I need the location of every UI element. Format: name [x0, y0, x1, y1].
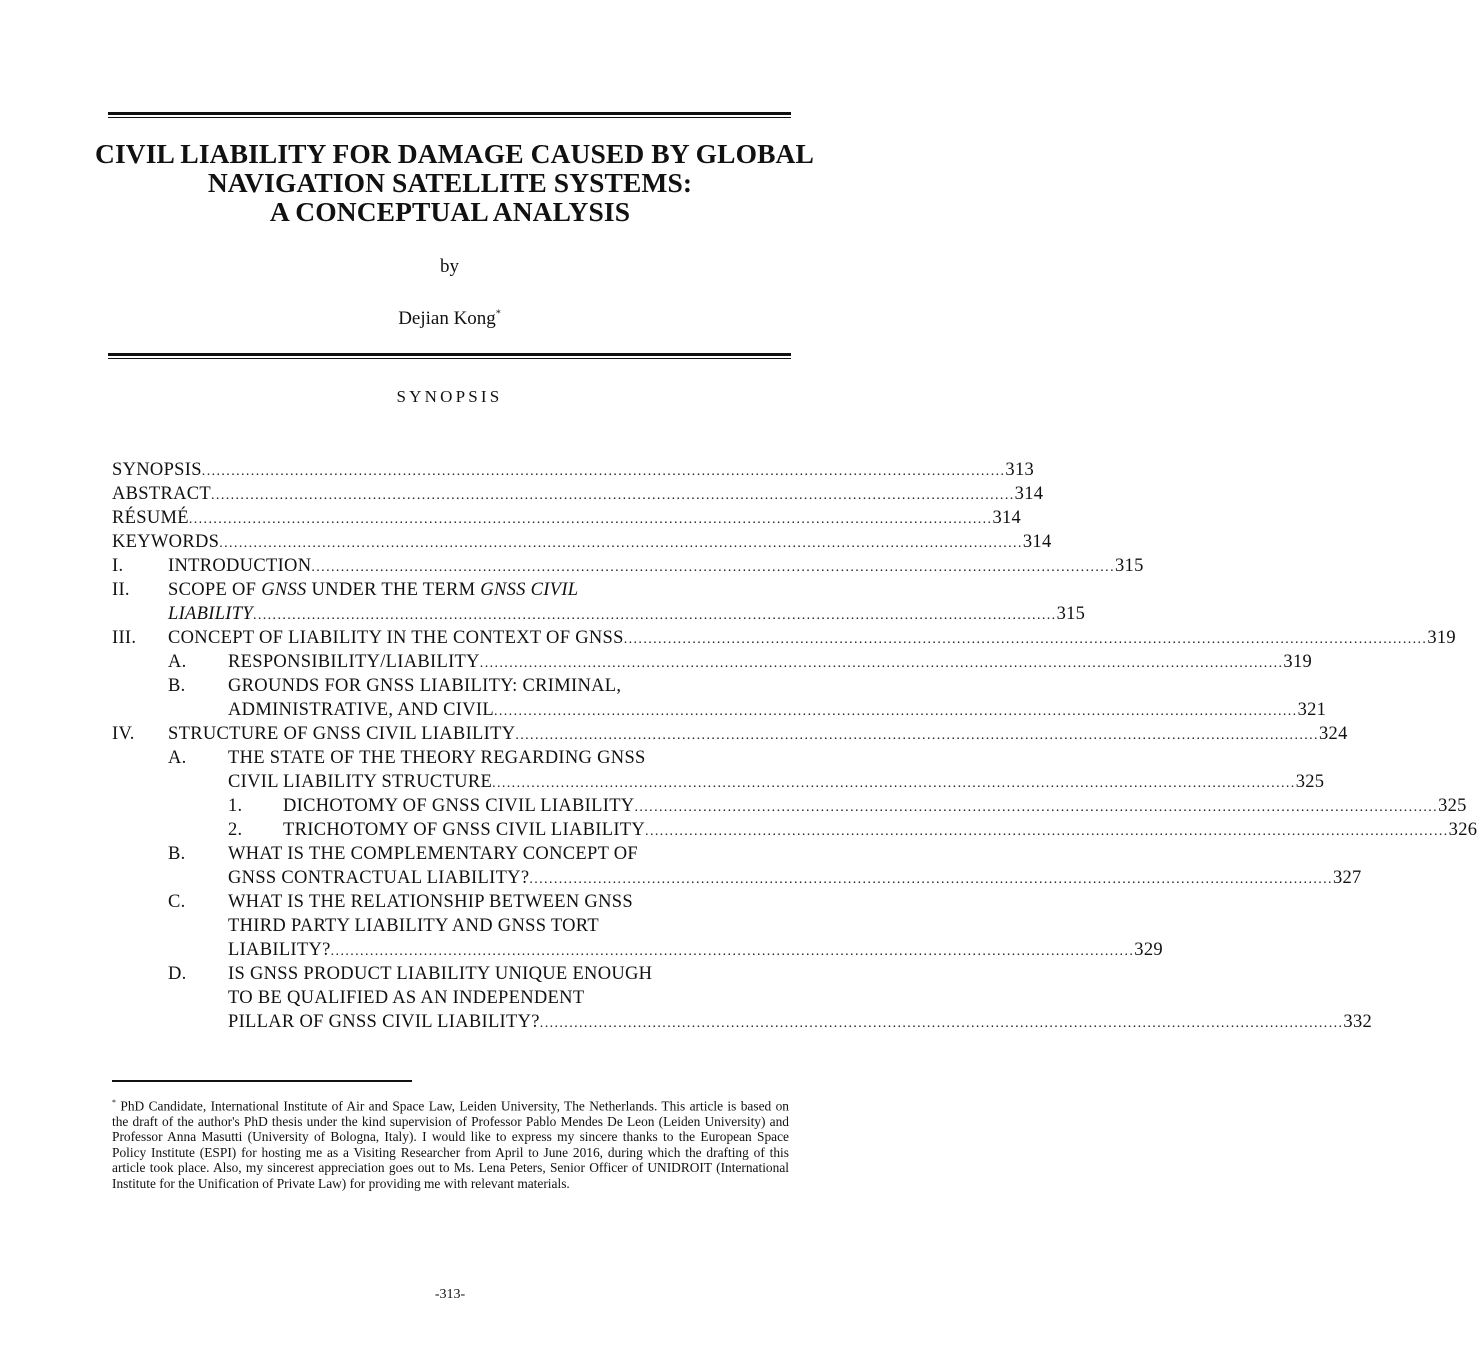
- toc-entry-synopsis[interactable]: SYNOPSIS .................................................................................................................................................................... 313: [112, 460, 1035, 480]
- toc-entry-trichotomy[interactable]: 2. TRICHOTOMY OF GNSS CIVIL LIABILITY .................................................................................................................................................................... 326: [228, 820, 1477, 840]
- toc-entry-dichotomy[interactable]: 1. DICHOTOMY OF GNSS CIVIL LIABILITY .................................................................................................................................................................... 325: [228, 796, 1467, 816]
- author-name: Dejian Kong*: [398, 308, 501, 329]
- toc-entry-keywords[interactable]: KEYWORDS .................................................................................................................................................................... 314: [112, 532, 1052, 552]
- toc-entry-complementary[interactable]: B. WHAT IS THE COMPLEMENTARY CONCEPT OF: [168, 844, 639, 864]
- title-line-2: NAVIGATION SATELLITE SYSTEMS:: [207, 167, 693, 198]
- toc-entry-product[interactable]: D. IS GNSS PRODUCT LIABILITY UNIQUE ENOUGH: [168, 964, 653, 984]
- toc-entry-product-cont[interactable]: PILLAR OF GNSS CIVIL LIABILITY? .................................................................................................................................................................... 332: [228, 1012, 1373, 1032]
- toc-entry-relationship-cont[interactable]: LIABILITY? .................................................................................................................................................................... 329: [228, 940, 1163, 960]
- top-divider: [108, 112, 791, 118]
- toc-entry-product-mid[interactable]: TO BE QUALIFIED AS AN INDEPENDENT: [228, 988, 585, 1008]
- by-label: by: [440, 256, 459, 277]
- author-footnote-marker: *: [495, 308, 501, 320]
- toc-entry-relationship[interactable]: C. WHAT IS THE RELATIONSHIP BETWEEN GNSS: [168, 892, 633, 912]
- title-line-1: CIVIL LIABILITY FOR DAMAGE CAUSED BY GLOBAL: [95, 138, 814, 169]
- toc-entry-scope[interactable]: II. SCOPE OF GNSS UNDER THE TERM GNSS CIVIL: [112, 580, 579, 600]
- footnote-divider: [112, 1080, 412, 1082]
- footnote-marker: *: [112, 1098, 116, 1107]
- toc-entry-complementary-cont[interactable]: GNSS CONTRACTUAL LIABILITY? .................................................................................................................................................................... 327: [228, 868, 1362, 888]
- page-number: -313-: [434, 1287, 466, 1302]
- toc-entry-structure[interactable]: IV. STRUCTURE OF GNSS CIVIL LIABILITY .................................................................................................................................................................... 324: [112, 724, 1348, 744]
- article-title: [95, 138, 814, 227]
- footnote-text: PhD Candidate, International Institute of Air and Space Law, Leiden University, The Netherlands. This article is based on the draft of the author's PhD thesis under the kind supervision of Professor Pablo Mendes De Leon (Leiden University) and Professor Anna Masutti (University of Bologna, Italy). I would like to express my sincere thanks to the European Space Policy Institute (ESPI) for hosting me as a Visiting Researcher from April to June 2016, during which the drafting of this article took place. Also, my sincerest appreciation goes out to Ms. Lena Peters, Senior Officer of UNIDROIT (International Institute for the Unification of Private Law) for providing me with relevant materials.: [112, 1098, 789, 1191]
- toc-entry-resume[interactable]: RÉSUMÉ .................................................................................................................................................................... 314: [112, 508, 1022, 528]
- toc-entry-theory-cont[interactable]: CIVIL LIABILITY STRUCTURE .................................................................................................................................................................... 325: [228, 772, 1325, 792]
- synopsis-heading: SYNOPSIS: [396, 387, 503, 406]
- toc-entry-theory[interactable]: A. THE STATE OF THE THEORY REGARDING GNSS: [168, 748, 646, 768]
- toc-entry-relationship-mid[interactable]: THIRD PARTY LIABILITY AND GNSS TORT: [228, 916, 599, 936]
- header-divider: [108, 353, 791, 359]
- toc-entry-grounds-cont[interactable]: ADMINISTRATIVE, AND CIVIL .................................................................................................................................................................... 321: [228, 700, 1327, 720]
- toc-entry-abstract[interactable]: ABSTRACT .................................................................................................................................................................... 314: [112, 484, 1044, 504]
- toc-entry-responsibility[interactable]: A. RESPONSIBILITY/LIABILITY .................................................................................................................................................................... 319: [168, 652, 1313, 672]
- footnote: [112, 1095, 789, 1191]
- toc-entry-grounds[interactable]: B. GROUNDS FOR GNSS LIABILITY: CRIMINAL,: [168, 676, 622, 696]
- title-line-3: A CONCEPTUAL ANALYSIS: [269, 196, 631, 227]
- toc-entry-introduction[interactable]: I. INTRODUCTION .................................................................................................................................................................... 315: [112, 556, 1144, 576]
- toc-entry-concept[interactable]: III. CONCEPT OF LIABILITY IN THE CONTEXT OF GNSS .................................................................................................................................................................... 319: [112, 628, 1456, 648]
- toc-entry-scope-cont[interactable]: LIABILITY .................................................................................................................................................................... 315: [168, 604, 1086, 624]
